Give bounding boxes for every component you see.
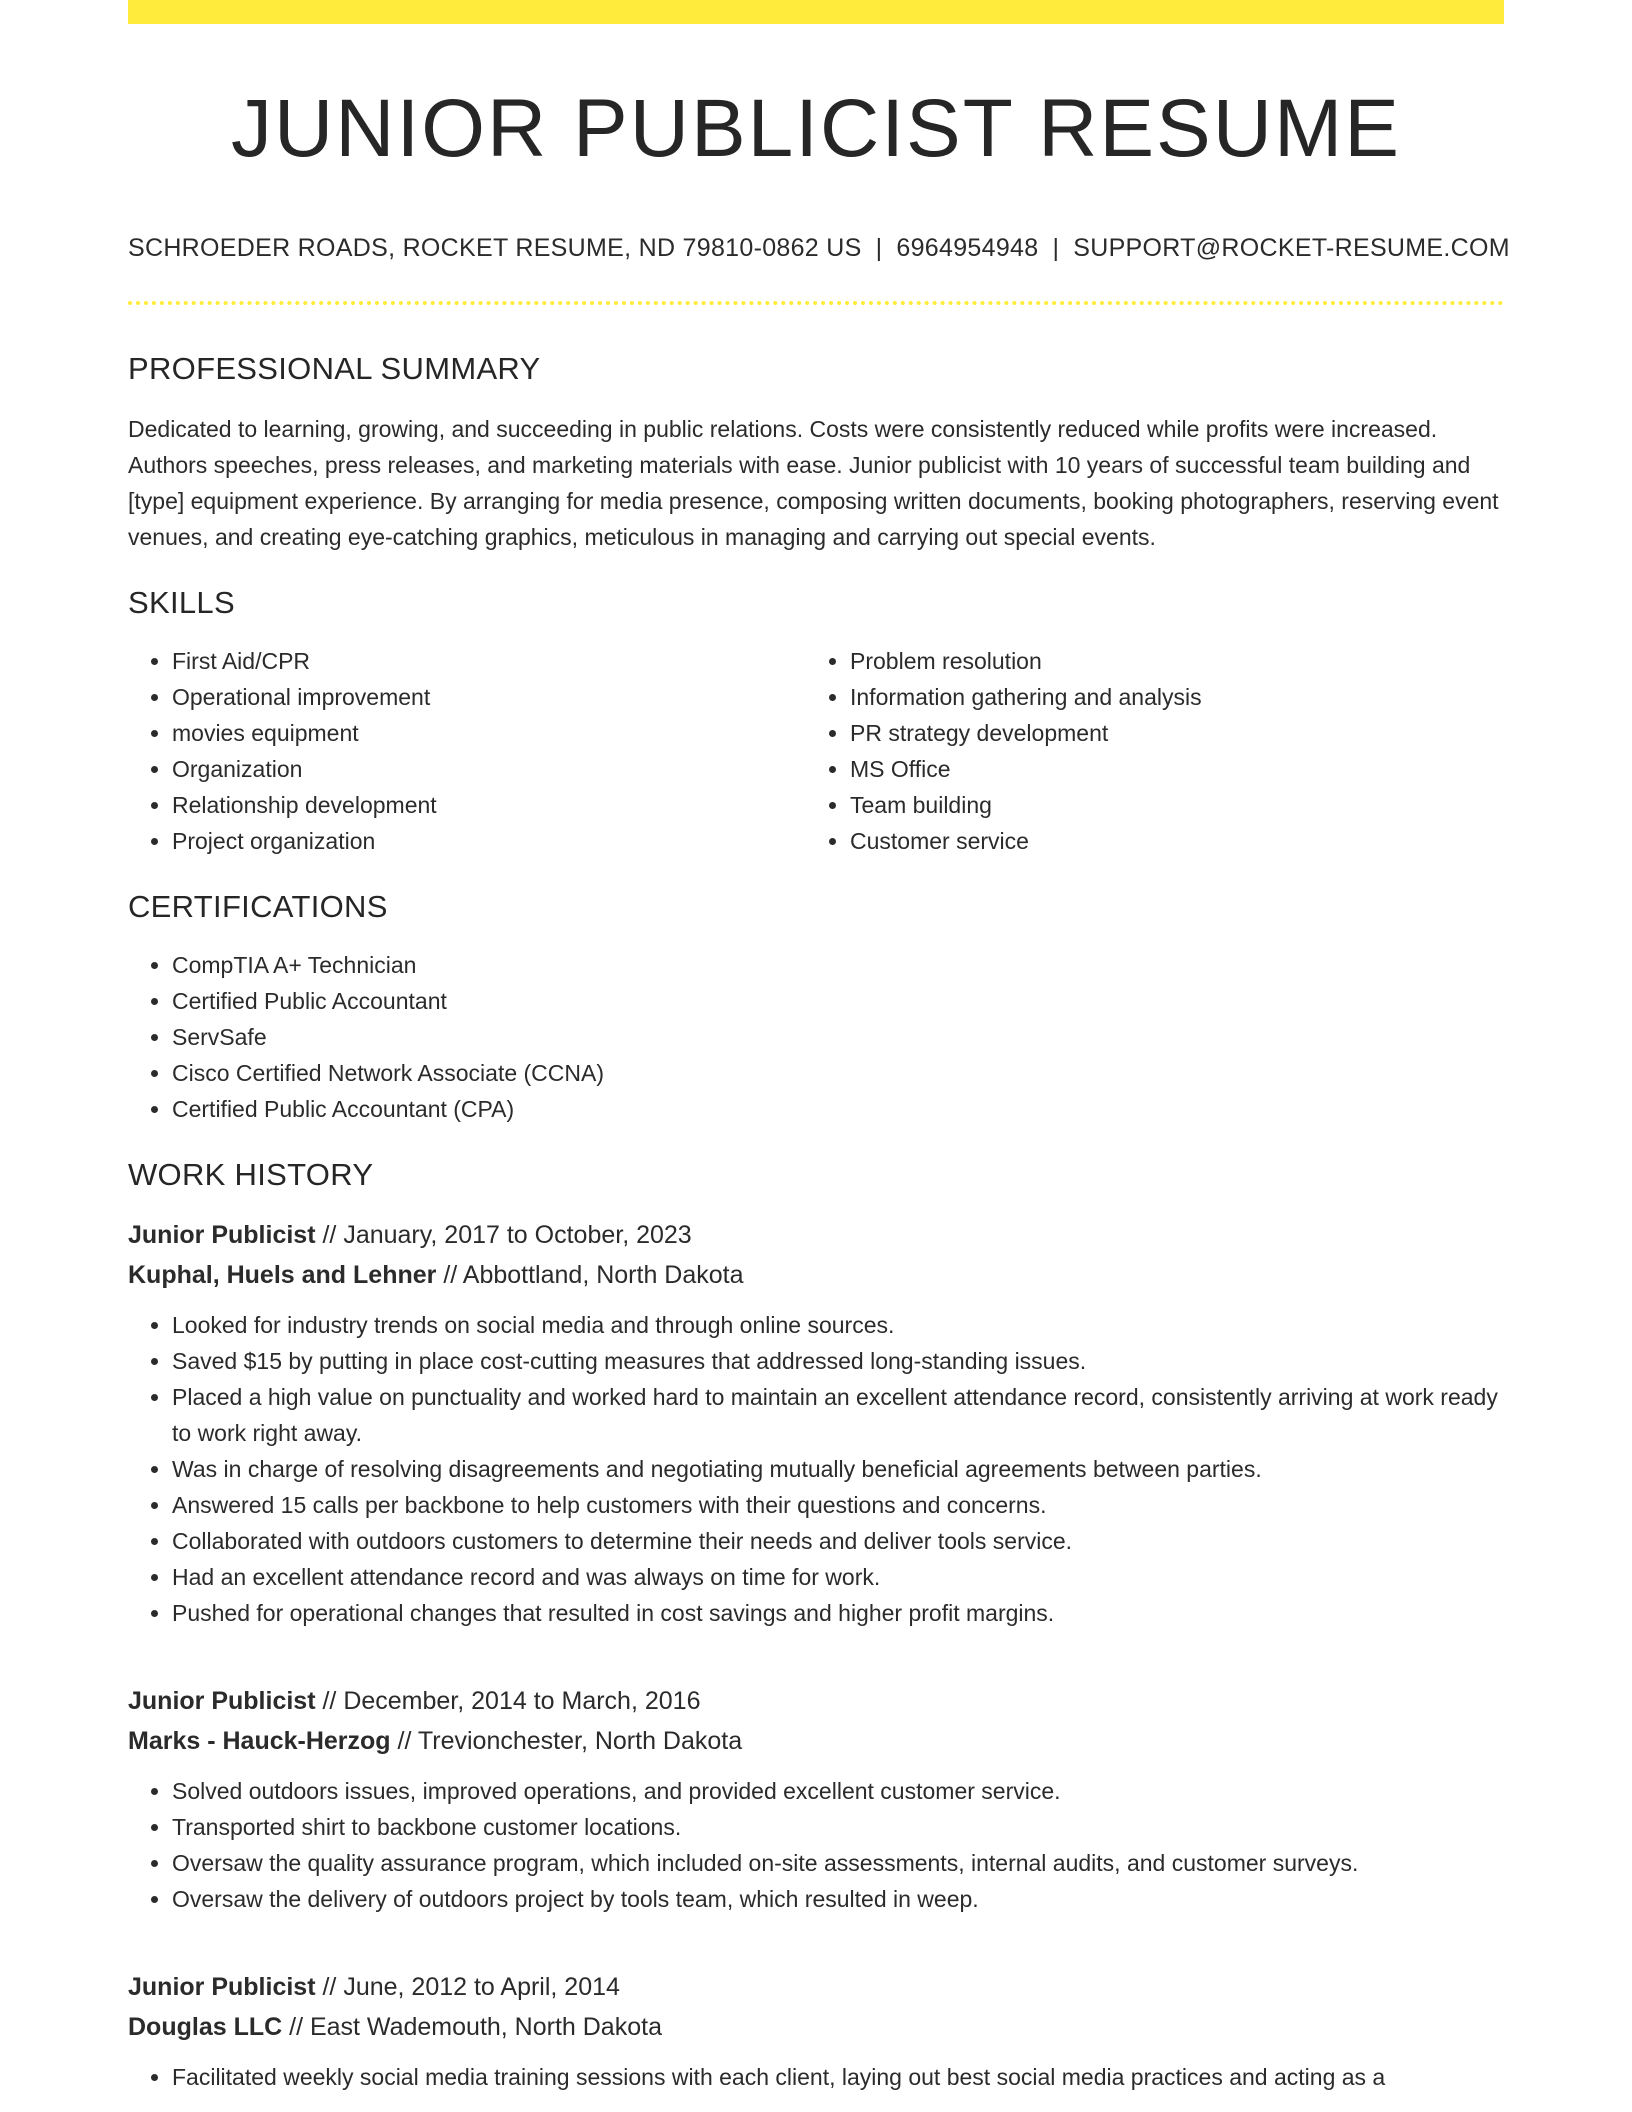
contact-phone: 6964954948 bbox=[896, 234, 1039, 263]
job-title-line bbox=[128, 1681, 1504, 1721]
skill-item: • Team building bbox=[850, 787, 1484, 823]
certification-item: • Cisco Certified Network Associate (CCNA) bbox=[172, 1055, 1504, 1091]
summary-section bbox=[128, 351, 1504, 555]
dotted-divider bbox=[128, 301, 1504, 305]
job-company: Douglas LLC bbox=[128, 2013, 283, 2042]
job-bullet: • Oversaw the quality assurance program, which included on-site assessments, internal audits, and customer surveys. bbox=[172, 1845, 1504, 1881]
job-entry bbox=[128, 1967, 1504, 2095]
job-bullet: • Had an excellent attendance record and was always on time for work. bbox=[172, 1559, 1504, 1595]
job-title: Junior Publicist bbox=[128, 1687, 316, 1716]
job-company-line bbox=[128, 1721, 1504, 1761]
skills-heading: SKILLS bbox=[128, 585, 235, 621]
certification-item: • CompTIA A+ Technician bbox=[172, 947, 1504, 983]
resume-page bbox=[128, 0, 1510, 2095]
skill-item: • MS Office bbox=[850, 751, 1484, 787]
certification-item: • ServSafe bbox=[172, 1019, 1504, 1055]
job-bullet: • Placed a high value on punctuality and worked hard to maintain an excellent attendance record, consistently arriving at work ready to work right away. bbox=[172, 1379, 1504, 1451]
certifications-heading: CERTIFICATIONS bbox=[128, 889, 388, 925]
job-bullets bbox=[128, 2059, 1504, 2095]
job-bullet: • Transported shirt to backbone customer locations. bbox=[172, 1809, 1504, 1845]
job-location: // East Wademouth, North Dakota bbox=[282, 2013, 662, 2042]
contact-address: SCHROEDER ROADS, ROCKET RESUME, ND 79810-0862 US bbox=[128, 234, 862, 263]
job-bullet: • Was in charge of resolving disagreements and negotiating mutually beneficial agreements between parties. bbox=[172, 1451, 1504, 1487]
job-dates: // June, 2012 to April, 2014 bbox=[315, 1973, 620, 2002]
skill-item: • Organization bbox=[172, 751, 806, 787]
top-accent-bar bbox=[128, 0, 1504, 24]
skills-list-left bbox=[128, 643, 806, 859]
contact-separator: | bbox=[875, 234, 883, 263]
contact-separator: | bbox=[1052, 234, 1060, 263]
skill-item: • PR strategy development bbox=[850, 715, 1484, 751]
skills-section bbox=[128, 585, 1504, 859]
summary-heading: PROFESSIONAL SUMMARY bbox=[128, 351, 541, 387]
skills-grid bbox=[128, 643, 1504, 859]
job-company: Kuphal, Huels and Lehner bbox=[128, 1261, 437, 1290]
job-bullet: • Oversaw the delivery of outdoors project by tools team, which resulted in weep. bbox=[172, 1881, 1504, 1917]
job-title-line bbox=[128, 1967, 1504, 2007]
work-history-heading: WORK HISTORY bbox=[128, 1157, 374, 1193]
skill-item: • Relationship development bbox=[172, 787, 806, 823]
job-company: Marks - Hauck-Herzog bbox=[128, 1727, 391, 1756]
certifications-list bbox=[128, 947, 1504, 1127]
skills-list-right bbox=[806, 643, 1484, 859]
job-dates: // December, 2014 to March, 2016 bbox=[315, 1687, 701, 1716]
summary-text: Dedicated to learning, growing, and succeeding in public relations. Costs were consistently reduced while profits were increased. Authors speeches, press releases, and marketing materials with ease. Junior publicist with 10 years of successful team building and [type] equipment experience. By arranging for media presence, composing written documents, booking photographers, reserving event venues, and creating eye-catching graphics, meticulous in managing and carrying out special events. bbox=[128, 416, 1499, 551]
job-bullet: • Answered 15 calls per backbone to help customers with their questions and concerns. bbox=[172, 1487, 1504, 1523]
job-bullet: • Solved outdoors issues, improved operations, and provided excellent customer service. bbox=[172, 1773, 1504, 1809]
job-entry bbox=[128, 1215, 1504, 1631]
skill-item: • movies equipment bbox=[172, 715, 806, 751]
contact-email: SUPPORT@ROCKET-RESUME.COM bbox=[1073, 234, 1510, 263]
certifications-section bbox=[128, 889, 1504, 1127]
job-title: Junior Publicist bbox=[128, 1973, 316, 2002]
job-location: // Trevionchester, North Dakota bbox=[390, 1727, 743, 1756]
certification-item: • Certified Public Accountant (CPA) bbox=[172, 1091, 1504, 1127]
job-bullet: • Facilitated weekly social media training sessions with each client, laying out best social media practices and acting as a bbox=[172, 2059, 1504, 2095]
skill-item: • Project organization bbox=[172, 823, 806, 859]
job-company-line bbox=[128, 2007, 1504, 2047]
skill-item: • Operational improvement bbox=[172, 679, 806, 715]
job-title: Junior Publicist bbox=[128, 1221, 316, 1250]
work-history-section bbox=[128, 1157, 1504, 2095]
job-bullet: • Pushed for operational changes that resulted in cost savings and higher profit margins. bbox=[172, 1595, 1504, 1631]
skill-item: • First Aid/CPR bbox=[172, 643, 806, 679]
contact-line bbox=[128, 234, 1510, 263]
resume-title: JUNIOR PUBLICIST RESUME bbox=[231, 83, 1401, 174]
skill-item: • Information gathering and analysis bbox=[850, 679, 1484, 715]
skill-item: • Customer service bbox=[850, 823, 1484, 859]
job-bullet: • Collaborated with outdoors customers to determine their needs and deliver tools service. bbox=[172, 1523, 1504, 1559]
job-dates: // January, 2017 to October, 2023 bbox=[315, 1221, 692, 1250]
job-title-line bbox=[128, 1215, 1504, 1255]
job-bullet: • Looked for industry trends on social media and through online sources. bbox=[172, 1307, 1504, 1343]
job-entry bbox=[128, 1681, 1504, 1917]
job-bullet: • Saved $15 by putting in place cost-cutting measures that addressed long-standing issues. bbox=[172, 1343, 1504, 1379]
job-location: // Abbottland, North Dakota bbox=[436, 1261, 744, 1290]
job-company-line bbox=[128, 1255, 1504, 1295]
skill-item: • Problem resolution bbox=[850, 643, 1484, 679]
certification-item: • Certified Public Accountant bbox=[172, 983, 1504, 1019]
job-bullets bbox=[128, 1307, 1504, 1631]
job-bullets bbox=[128, 1773, 1504, 1917]
